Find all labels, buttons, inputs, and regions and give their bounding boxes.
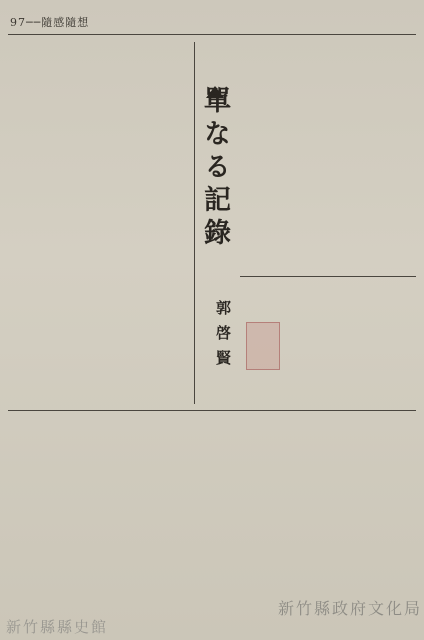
article-author: 郭啓賢 — [214, 300, 232, 375]
column-lower-right — [240, 282, 416, 402]
column-upper-left — [12, 42, 190, 404]
archive-watermark-left: 新竹縣縣史館 — [6, 618, 109, 636]
mid-rule — [240, 276, 416, 277]
column-lower-left — [12, 418, 208, 608]
column-lower-middle — [214, 418, 416, 588]
column-upper-middle — [240, 42, 286, 274]
header-rule — [8, 34, 416, 35]
archive-watermark-right: 新竹縣政府文化局 — [278, 599, 423, 618]
column-upper-right — [288, 42, 416, 274]
section-rule — [8, 410, 416, 411]
article-title: 單なる記錄 — [199, 86, 230, 251]
page-header: 97──隨感隨想 — [10, 16, 90, 29]
